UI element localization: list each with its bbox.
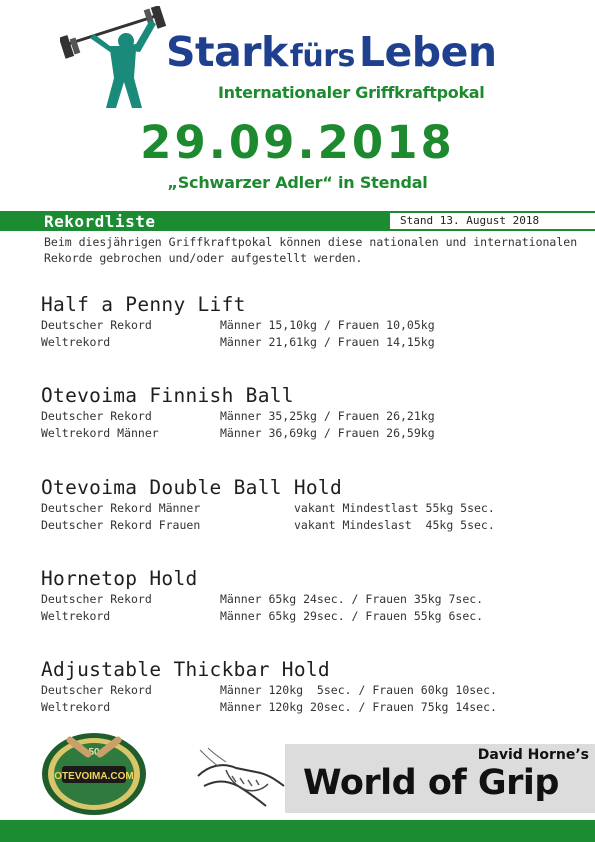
- record-value: vakant Mindestlast 55kg 5sec.: [294, 501, 495, 515]
- record-row: [41, 591, 581, 608]
- record-label: Deutscher Rekord Frauen: [41, 518, 201, 532]
- handshake-grip-icon: [196, 746, 286, 812]
- world-of-grip-banner: [285, 744, 595, 813]
- section-title: Otevoima Double Ball Hold: [41, 476, 342, 499]
- otevoima-logo-icon: [40, 728, 148, 816]
- record-row: [41, 334, 581, 351]
- record-value: Männer 120kg 20sec. / Frauen 75kg 14sec.: [220, 700, 497, 714]
- record-label: Deutscher Rekord: [41, 318, 152, 332]
- otevoima-badge-text: OTEVOIMA.COM: [54, 771, 134, 782]
- event-venue: „Schwarzer Adler“ in Stendal: [167, 173, 428, 192]
- record-section-half-a-penny-lift: [41, 293, 581, 351]
- event-date: 29.09.2018: [140, 116, 455, 169]
- record-value: Männer 65kg 24sec. / Frauen 35kg 7sec.: [220, 592, 484, 606]
- record-list-title: Rekordliste: [44, 211, 214, 231]
- record-section-thickbar-hold: [41, 658, 581, 716]
- record-row: [41, 608, 581, 625]
- wog-title: World of Grip: [303, 763, 559, 803]
- section-title: Hornetop Hold: [41, 567, 198, 590]
- record-row: [41, 699, 581, 716]
- record-label: Deutscher Rekord: [41, 592, 152, 606]
- record-row: [41, 517, 581, 534]
- record-label: Deutscher Rekord Männer: [41, 501, 201, 515]
- record-label: Deutscher Rekord: [41, 409, 152, 423]
- otevoima-badge-number: 50: [88, 747, 100, 758]
- record-section-hornetop-hold: [41, 567, 581, 625]
- intro-text: Beim diesjährigen Griffkraftpokal können diese nationalen und internationalen Rekorde gebrochen und/oder aufgestellt werden.: [44, 235, 578, 265]
- section-title: Half a Penny Lift: [41, 293, 246, 316]
- brand-word-stark: Stark: [166, 28, 288, 76]
- wog-author: David Horne’s: [477, 747, 589, 763]
- section-header-bar: [0, 211, 595, 231]
- record-row: [41, 425, 581, 442]
- record-row: [41, 408, 581, 425]
- record-label: Deutscher Rekord: [41, 683, 152, 697]
- section-title: Adjustable Thickbar Hold: [41, 658, 330, 681]
- footer-bar: [0, 820, 595, 842]
- record-value: Männer 21,61kg / Frauen 14,15kg: [220, 335, 435, 349]
- status-date: Stand 13. August 2018: [390, 213, 595, 229]
- record-label: Weltrekord: [41, 700, 111, 714]
- brand-subtitle: Internationaler Griffkraftpokal: [218, 83, 485, 102]
- section-title: Otevoima Finnish Ball: [41, 384, 294, 407]
- record-section-finnish-ball: [41, 384, 581, 442]
- record-section-double-ball-hold: [41, 476, 581, 534]
- record-row: [41, 682, 581, 699]
- brand-title: [166, 28, 497, 76]
- record-label: Weltrekord Männer: [41, 426, 159, 440]
- record-value: vakant Mindeslast 45kg 5sec.: [294, 518, 495, 532]
- record-label: Weltrekord: [41, 335, 111, 349]
- record-value: Männer 36,69kg / Frauen 26,59kg: [220, 426, 435, 440]
- weightlifter-logo-icon: [60, 6, 170, 111]
- brand-word-leben: Leben: [358, 28, 497, 76]
- record-label: Weltrekord: [41, 609, 111, 623]
- record-row: [41, 317, 581, 334]
- record-value: Männer 120kg 5sec. / Frauen 60kg 10sec.: [220, 683, 497, 697]
- record-value: Männer 35,25kg / Frauen 26,21kg: [220, 409, 435, 423]
- record-row: [41, 500, 581, 517]
- record-value: Männer 15,10kg / Frauen 10,05kg: [220, 318, 435, 332]
- record-value: Männer 65kg 29sec. / Frauen 55kg 6sec.: [220, 609, 484, 623]
- brand-word-fuers: fürs: [289, 39, 355, 74]
